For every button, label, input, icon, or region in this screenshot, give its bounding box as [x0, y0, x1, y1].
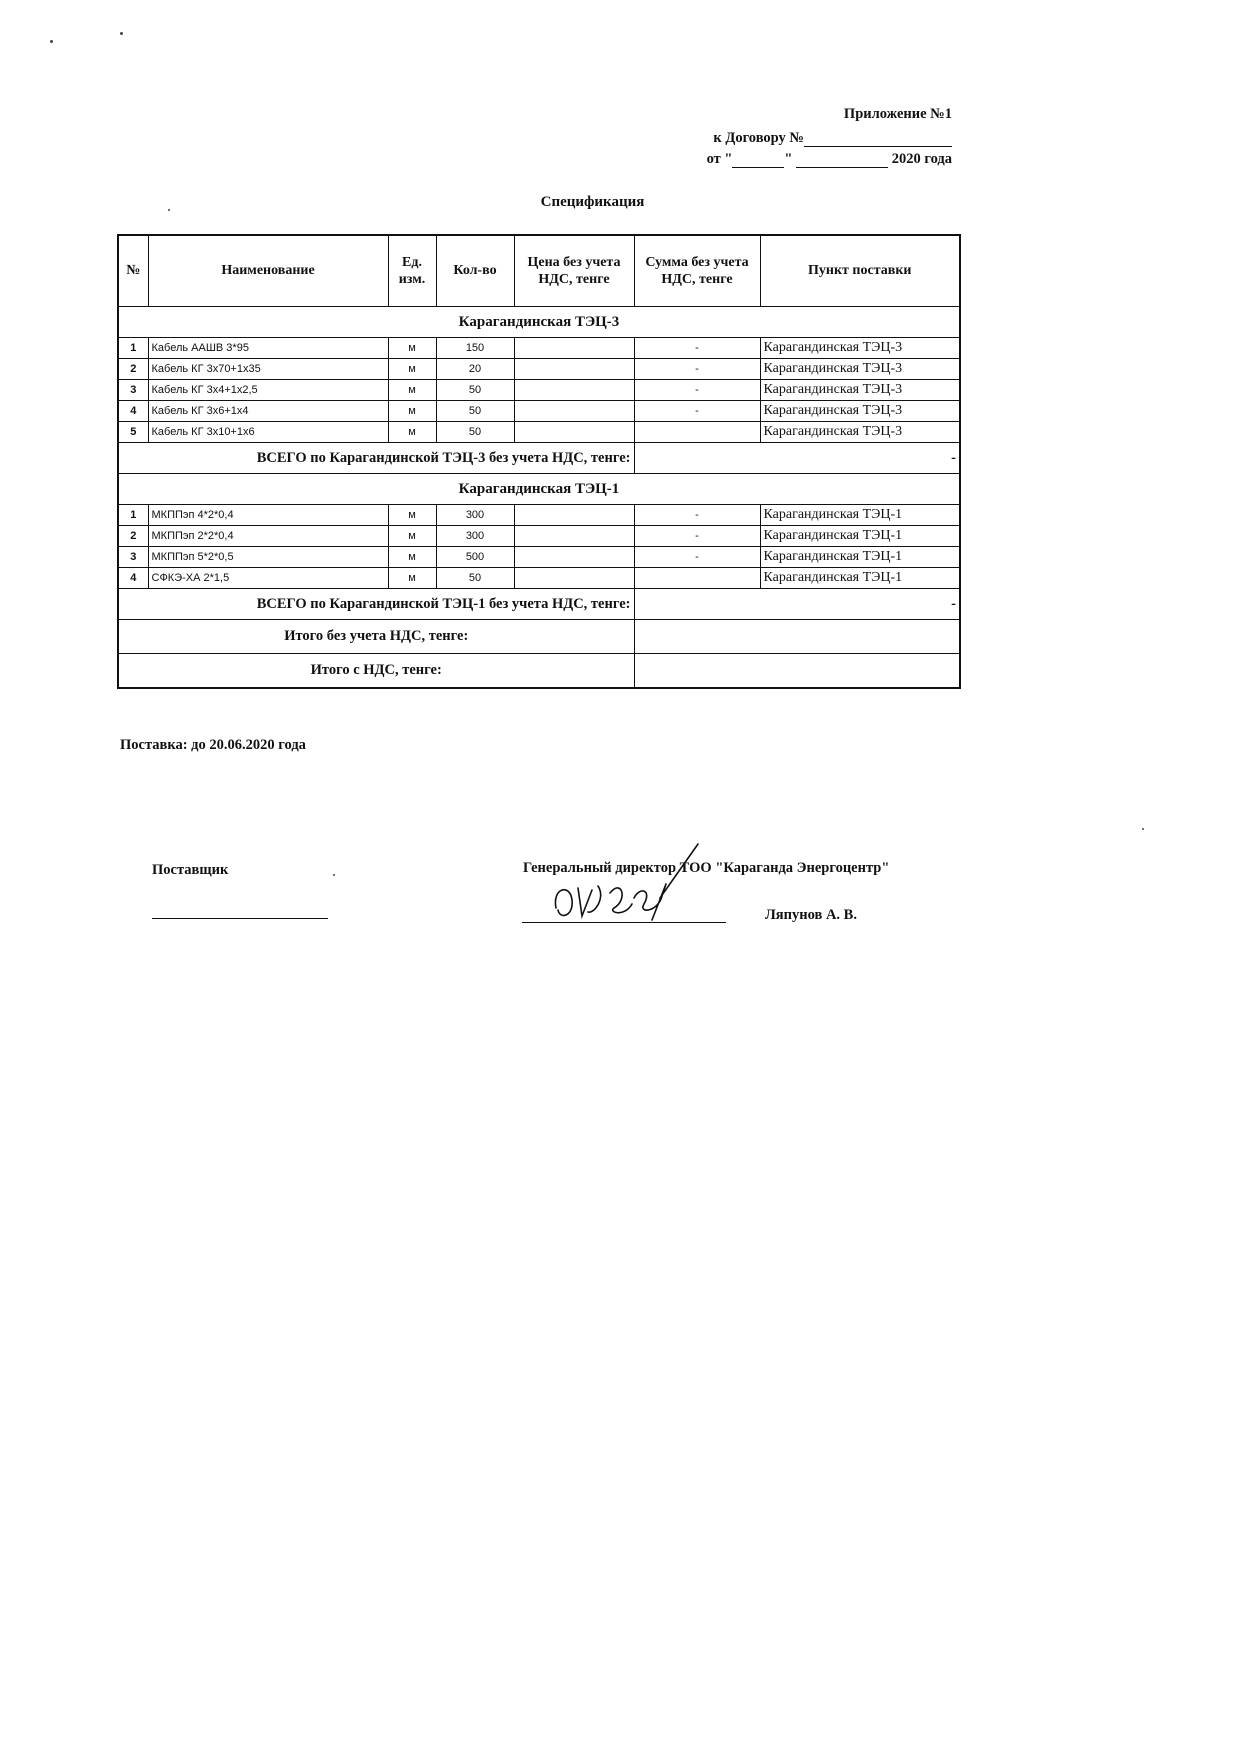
- scan-speck: [333, 874, 335, 876]
- table-row: [118, 359, 960, 380]
- col-num-header: №: [118, 235, 148, 307]
- date-month-blank: [796, 153, 888, 168]
- cell-qty: 20: [436, 359, 514, 380]
- cell-qty: 50: [436, 422, 514, 443]
- handwritten-signature: [548, 838, 718, 938]
- cell-sum: -: [634, 505, 760, 526]
- cell-name: Кабель КГ 3х70+1х35: [148, 359, 388, 380]
- col-unit-header: Ед. изм.: [388, 235, 436, 307]
- cell-point: Карагандинская ТЭЦ-3: [760, 401, 960, 422]
- supplier-signature-line: [152, 918, 328, 919]
- cell-qty: 50: [436, 401, 514, 422]
- table-row: [118, 422, 960, 443]
- cell-num: 4: [118, 568, 148, 589]
- cell-name: Кабель КГ 3х10+1х6: [148, 422, 388, 443]
- cell-qty: 50: [436, 568, 514, 589]
- grand-total-vat-label: Итого с НДС, тенге:: [118, 654, 634, 689]
- table-row: [118, 505, 960, 526]
- cell-num: 2: [118, 359, 148, 380]
- grand-total-no-vat-label: Итого без учета НДС, тенге:: [118, 620, 634, 654]
- cell-unit: м: [388, 422, 436, 443]
- cell-point: Карагандинская ТЭЦ-3: [760, 380, 960, 401]
- supplier-label: Поставщик: [152, 862, 229, 878]
- cell-unit: м: [388, 526, 436, 547]
- col-qty-header: Кол-во: [436, 235, 514, 307]
- section-total-label: ВСЕГО по Карагандинской ТЭЦ-3 без учета НДС, тенге:: [118, 443, 634, 474]
- table-row: [118, 568, 960, 589]
- cell-price: [514, 359, 634, 380]
- director-name: Ляпунов А. В.: [765, 907, 857, 923]
- cell-num: 3: [118, 380, 148, 401]
- scan-speck: [120, 32, 123, 35]
- cell-point: Карагандинская ТЭЦ-3: [760, 422, 960, 443]
- cell-sum: -: [634, 338, 760, 359]
- scan-speck: [50, 40, 53, 43]
- cell-qty: 50: [436, 380, 514, 401]
- cell-sum: [634, 422, 760, 443]
- cell-unit: м: [388, 338, 436, 359]
- cell-price: [514, 380, 634, 401]
- date-suffix: 2020 года: [891, 151, 952, 167]
- scan-speck: [1142, 828, 1144, 830]
- col-price-header: Цена без учета НДС, тенге: [514, 235, 634, 307]
- table-row: [118, 401, 960, 422]
- director-title: Генеральный директор ТОО "Караганда Энергоцентр": [523, 860, 890, 876]
- scan-speck: [168, 209, 170, 211]
- section-total-value: -: [634, 443, 960, 474]
- cell-sum: -: [634, 359, 760, 380]
- cell-unit: м: [388, 505, 436, 526]
- section-row-tec1: [118, 474, 960, 505]
- date-day-blank: [732, 153, 784, 168]
- cell-name: Кабель ААШВ 3*95: [148, 338, 388, 359]
- section-total-label: ВСЕГО по Карагандинской ТЭЦ-1 без учета НДС, тенге:: [118, 589, 634, 620]
- cell-name: СФКЭ-ХА 2*1,5: [148, 568, 388, 589]
- delivery-terms: Поставка: до 20.06.2020 года: [120, 737, 306, 753]
- cell-qty: 300: [436, 526, 514, 547]
- section-total-value: -: [634, 589, 960, 620]
- contract-prefix: к Договору №: [713, 130, 804, 146]
- grand-total-no-vat-row: [118, 620, 960, 654]
- cell-num: 1: [118, 505, 148, 526]
- appendix-title: Приложение №1: [843, 106, 952, 122]
- cell-sum: [634, 568, 760, 589]
- col-name-header: Наименование: [148, 235, 388, 307]
- grand-total-vat-value: [634, 654, 960, 689]
- cell-num: 1: [118, 338, 148, 359]
- cell-unit: м: [388, 401, 436, 422]
- cell-price: [514, 422, 634, 443]
- table-row: [118, 338, 960, 359]
- specification-table: [117, 234, 961, 689]
- col-sum-header: Сумма без учета НДС, тенге: [634, 235, 760, 307]
- cell-name: Кабель КГ 3х4+1х2,5: [148, 380, 388, 401]
- cell-qty: 300: [436, 505, 514, 526]
- cell-num: 3: [118, 547, 148, 568]
- cell-name: МКППэп 2*2*0,4: [148, 526, 388, 547]
- cell-point: Карагандинская ТЭЦ-1: [760, 505, 960, 526]
- contract-date-line: [707, 151, 952, 168]
- date-prefix: от ": [706, 151, 733, 167]
- section-row-tec3: [118, 307, 960, 338]
- spec-title: Спецификация: [540, 194, 645, 210]
- table-row: [118, 380, 960, 401]
- contract-number-blank: [804, 132, 952, 147]
- header-row: [118, 235, 960, 307]
- cell-point: Карагандинская ТЭЦ-3: [760, 338, 960, 359]
- cell-price: [514, 547, 634, 568]
- section-total-row-tec1: [118, 589, 960, 620]
- contract-number-line: [713, 130, 952, 147]
- cell-sum: -: [634, 380, 760, 401]
- cell-name: МКППэп 4*2*0,4: [148, 505, 388, 526]
- cell-qty: 500: [436, 547, 514, 568]
- cell-qty: 150: [436, 338, 514, 359]
- col-point-header: Пункт поставки: [760, 235, 960, 307]
- cell-point: Карагандинская ТЭЦ-1: [760, 547, 960, 568]
- cell-unit: м: [388, 380, 436, 401]
- cell-sum: -: [634, 547, 760, 568]
- cell-num: 4: [118, 401, 148, 422]
- cell-name: МКППэп 5*2*0,5: [148, 547, 388, 568]
- cell-price: [514, 505, 634, 526]
- section-title: Карагандинская ТЭЦ-3: [118, 307, 960, 338]
- cell-price: [514, 526, 634, 547]
- cell-name: Кабель КГ 3х6+1х4: [148, 401, 388, 422]
- cell-point: Карагандинская ТЭЦ-1: [760, 568, 960, 589]
- cell-unit: м: [388, 359, 436, 380]
- table-row: [118, 526, 960, 547]
- grand-total-vat-row: [118, 654, 960, 689]
- cell-point: Карагандинская ТЭЦ-3: [760, 359, 960, 380]
- cell-num: 5: [118, 422, 148, 443]
- section-title: Карагандинская ТЭЦ-1: [118, 474, 960, 505]
- grand-total-no-vat-value: [634, 620, 960, 654]
- cell-unit: м: [388, 568, 436, 589]
- cell-price: [514, 568, 634, 589]
- cell-sum: -: [634, 526, 760, 547]
- table-row: [118, 547, 960, 568]
- cell-unit: м: [388, 547, 436, 568]
- cell-price: [514, 401, 634, 422]
- date-mid: ": [784, 151, 793, 167]
- cell-price: [514, 338, 634, 359]
- cell-num: 2: [118, 526, 148, 547]
- cell-sum: -: [634, 401, 760, 422]
- section-total-row-tec3: [118, 443, 960, 474]
- cell-point: Карагандинская ТЭЦ-1: [760, 526, 960, 547]
